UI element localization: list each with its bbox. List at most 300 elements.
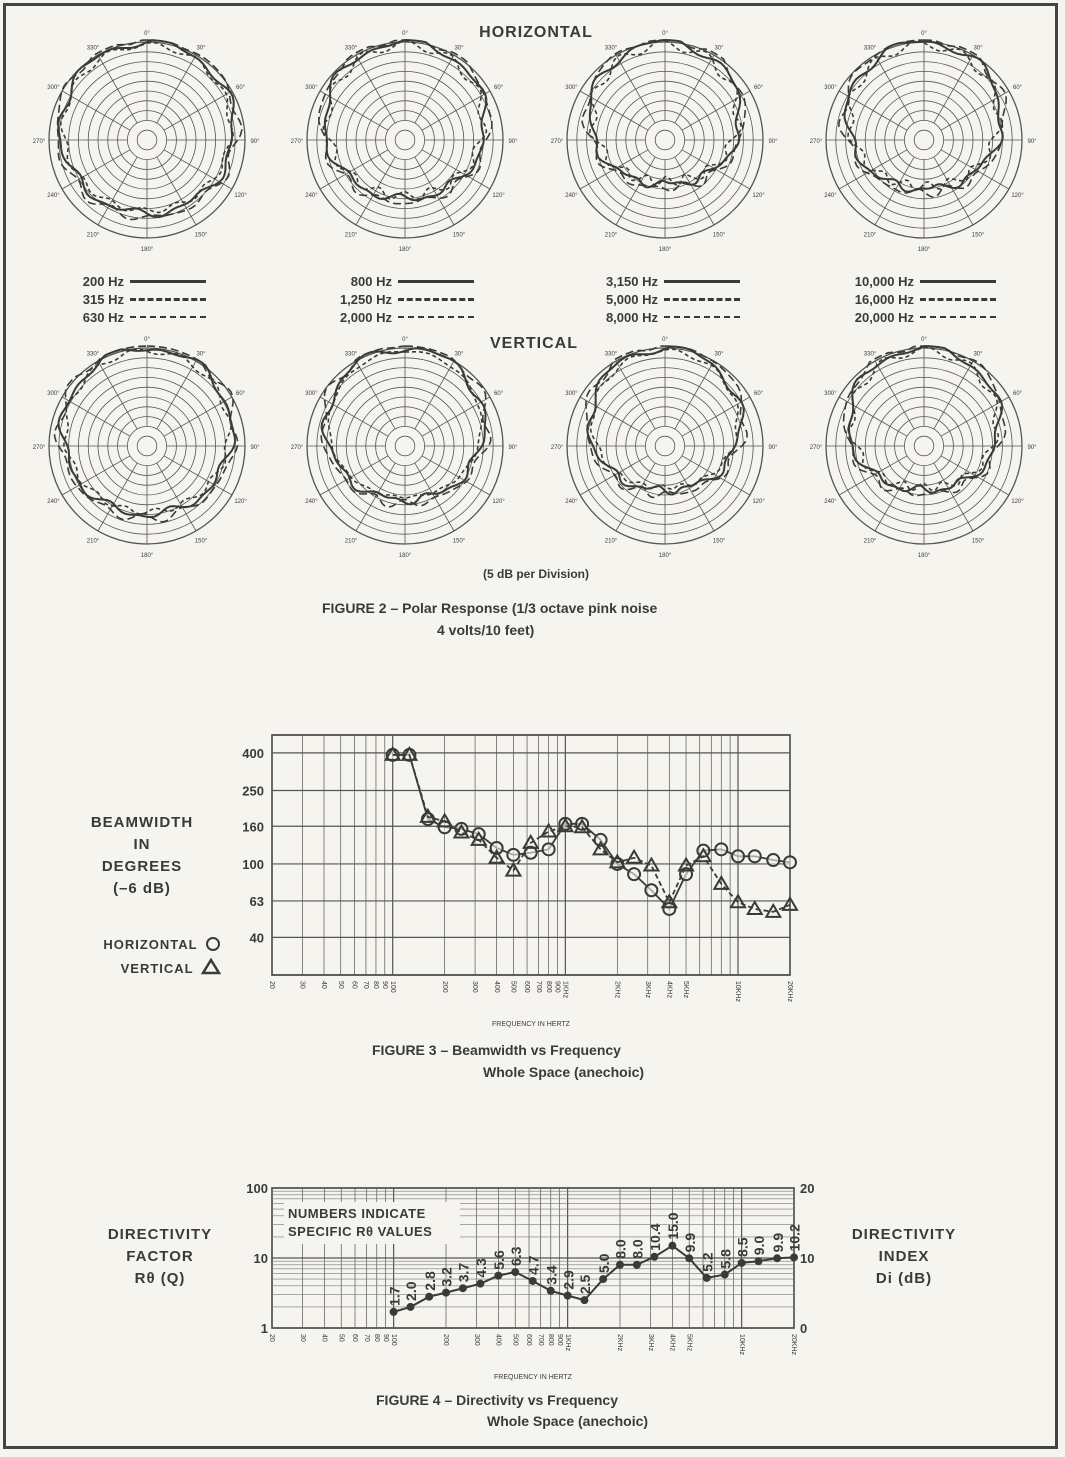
polar-spoke [422, 456, 490, 495]
vertical-label: VERTICAL [490, 335, 578, 352]
directivity-data-point [494, 1272, 502, 1280]
x-tick-label: 500 [509, 981, 517, 993]
legend-frequency-label: 5,000 Hz [605, 291, 658, 307]
polar-angle-label: 330° [604, 45, 618, 52]
directivity-index-title-line: DIRECTIVITY [851, 1226, 957, 1243]
polar-angle-label: 300° [305, 391, 318, 397]
polar-spoke [675, 463, 714, 531]
legend-row [330, 272, 474, 290]
polar-angle-label: 180° [398, 247, 412, 253]
data-label: 10.4 [647, 1223, 664, 1251]
x-tick-label: 5KHz [685, 1334, 693, 1352]
polar-angle-label: 240° [565, 499, 578, 505]
x-tick-label: 20KHz [786, 981, 794, 1003]
x-tick-label: 700 [534, 981, 542, 993]
directivity-factor-title-line: Rθ (Q) [134, 1270, 186, 1287]
x-tick-label: 4KHz [665, 981, 673, 999]
directivity-data-point [425, 1293, 433, 1301]
polar-angle-label: 150° [194, 232, 208, 239]
legend-frequency-label: 10,000 Hz [854, 273, 914, 289]
polar-angle-label: 180° [140, 553, 154, 559]
polar-angle-label: 90° [1027, 139, 1037, 145]
polar-angle-label: 90° [250, 445, 260, 451]
legend-row [596, 290, 740, 308]
polar-angle-label: 90° [250, 139, 260, 145]
x-tick-label: 10KHz [734, 981, 742, 1003]
x-tick-label: 20KHz [790, 1334, 798, 1356]
legend-row [62, 272, 206, 290]
polar-spoke [422, 397, 490, 436]
x-tick-label: 20 [268, 1334, 276, 1342]
y-tick-label: 40 [249, 930, 264, 946]
polar-angle-label: 300° [565, 85, 578, 91]
data-label: 10.2 [786, 1224, 803, 1252]
legend-line-sample [920, 298, 996, 301]
directivity-data-point [529, 1277, 537, 1285]
directivity-data-point [633, 1261, 641, 1269]
figure4-caption-line2: Whole Space (anechoic) [487, 1413, 649, 1429]
annotation-text: SPECIFIC Rθ VALUES [288, 1224, 433, 1239]
legend-row [62, 290, 206, 308]
x-tick-label: 900 [555, 1334, 563, 1346]
directivity-data-point [390, 1308, 398, 1316]
polar-ring [127, 426, 166, 465]
polar-ring [655, 130, 675, 150]
x-tick-label: 800 [546, 1334, 554, 1346]
polar-spoke [934, 361, 973, 429]
data-label: 3.2 [438, 1267, 455, 1287]
beamwidth-axis-title-line: (–6 dB) [113, 880, 171, 897]
polar-angle-label: 0° [921, 31, 927, 37]
polar-spoke [682, 150, 750, 189]
data-label: 8.0 [629, 1239, 646, 1259]
polar-angle-label: 150° [971, 232, 985, 239]
polar-angle-label: 270° [550, 139, 564, 145]
legend-frequency-label: 630 Hz [82, 309, 124, 325]
polar-angle-label: 150° [194, 538, 208, 545]
polar-legend-4 [852, 272, 996, 326]
polar-angle-label: 180° [917, 247, 931, 253]
beamwidth-chart [0, 720, 1065, 1028]
x-grid [268, 735, 793, 1028]
vertical-data-point [627, 851, 641, 863]
polar-ring [655, 436, 675, 456]
polar-angle-label: 180° [398, 553, 412, 559]
x-tick-label: 90 [380, 981, 388, 989]
polar-angle-label: 0° [144, 31, 150, 37]
data-label: 15.0 [665, 1212, 682, 1240]
directivity-data-point [754, 1257, 762, 1265]
polar-angle-label: 30° [454, 45, 464, 52]
polar-ring [914, 436, 934, 456]
directivity-data-point [476, 1280, 484, 1288]
legend-line-sample [130, 280, 206, 283]
polar-angle-label: 90° [1027, 445, 1037, 451]
legend-row [852, 308, 996, 326]
x-tick-label: 90 [381, 1334, 389, 1342]
polar-angle-label: 330° [86, 351, 100, 358]
polar-spoke [356, 361, 395, 429]
polar-spoke [98, 55, 137, 123]
polar-angle-label: 0° [144, 337, 150, 343]
legend-line-sample [130, 298, 206, 301]
x-tick-label: 900 [553, 981, 561, 993]
polar-angle-label: 30° [714, 45, 724, 52]
polar-angle-label: 240° [47, 499, 60, 505]
polar-angle-label: 330° [86, 45, 100, 52]
polar-plot [33, 337, 260, 559]
polar-angle-label: 120° [752, 193, 765, 199]
horizontal-data-point [543, 843, 555, 855]
figure2-caption-line1: FIGURE 2 – Polar Response (1/3 octave pink noise [322, 600, 658, 616]
polar-angle-label: 30° [196, 351, 206, 358]
data-label: 2.5 [577, 1274, 594, 1295]
x-tick-label: 400 [494, 1334, 502, 1346]
x-tick-label: 50 [336, 981, 344, 989]
legend-line-sample [130, 316, 206, 318]
legend-frequency-label: 3,150 Hz [605, 273, 658, 289]
directivity-data-point [459, 1284, 467, 1292]
x-tick-label: 200 [440, 981, 448, 993]
data-label: 1.7 [386, 1286, 403, 1306]
polar-legend-1 [62, 272, 206, 326]
y-tick-label: 63 [249, 893, 264, 909]
polar-spoke [875, 361, 914, 429]
polar-ring [127, 120, 166, 159]
directivity-data-point [599, 1275, 607, 1283]
polar-angle-label: 90° [768, 445, 778, 451]
y-left-tick-label: 10 [253, 1251, 268, 1266]
annotation-text: NUMBERS INDICATE [288, 1206, 426, 1221]
polar-ring [914, 130, 934, 150]
polar-angle-label: 30° [973, 45, 983, 52]
polar-angle-label: 210° [344, 232, 358, 239]
polar-spoke [157, 55, 196, 123]
x-tick-label: 600 [523, 981, 531, 993]
polar-angle-label: 0° [402, 31, 408, 37]
data-label: 9.0 [751, 1235, 768, 1256]
legend-frequency-label: 2,000 Hz [339, 309, 392, 325]
polar-spoke [941, 397, 1009, 436]
data-label: 4.7 [525, 1255, 542, 1275]
beamwidth-axis-title-line: BEAMWIDTH [90, 814, 194, 831]
legend-line-sample [664, 316, 740, 318]
horizontal-data-point [663, 903, 675, 915]
polar-spoke [157, 157, 196, 225]
polar-spoke [839, 150, 907, 189]
polar-angle-label: 120° [234, 499, 247, 505]
polar-angle-label: 270° [290, 445, 304, 451]
legend-line-sample [398, 280, 474, 283]
polar-angle-label: 180° [658, 247, 672, 253]
polar-spoke [415, 361, 454, 429]
polar-angle-label: 0° [921, 337, 927, 343]
directivity-data-point [703, 1274, 711, 1282]
data-label: 9.9 [681, 1232, 698, 1253]
polar-spoke [675, 55, 714, 123]
directivity-data-point [406, 1303, 414, 1311]
polar-angle-label: 240° [824, 499, 837, 505]
polar-spoke [675, 361, 714, 429]
data-label: 2.9 [560, 1270, 577, 1290]
polar-angle-label: 300° [47, 391, 60, 397]
directivity-data-point [511, 1268, 519, 1276]
polar-plot [551, 337, 778, 559]
polar-ring [395, 130, 415, 150]
polar-spoke [157, 463, 196, 531]
polar-angle-label: 30° [196, 45, 206, 52]
data-label: 4.3 [473, 1258, 490, 1278]
y-tick-label: 100 [242, 856, 264, 872]
data-label: 2.8 [421, 1271, 438, 1291]
directivity-factor-title-line: DIRECTIVITY [107, 1226, 213, 1243]
polar-angle-label: 330° [344, 45, 358, 52]
x-tick-label: 20 [268, 981, 276, 989]
directivity-data-point [564, 1292, 572, 1300]
directivity-data-point [616, 1261, 624, 1269]
polar-spoke [415, 157, 454, 225]
legend-frequency-label: 315 Hz [82, 291, 124, 307]
directivity-index-title-line: Di (dB) [875, 1270, 933, 1287]
polar-angle-label: 210° [604, 538, 618, 545]
polar-spoke [164, 91, 232, 130]
legend-frequency-label: 200 Hz [82, 273, 124, 289]
polar-angle-label: 270° [809, 445, 823, 451]
polar-angle-label: 180° [917, 553, 931, 559]
polar-ring [385, 120, 424, 159]
directivity-data-point [547, 1287, 555, 1295]
polar-spoke [580, 456, 648, 495]
data-label: 5.6 [491, 1250, 508, 1270]
polar-ring [395, 436, 415, 456]
figure3-caption-line2: Whole Space (anechoic) [483, 1064, 645, 1080]
x-tick-label: 3KHz [646, 1334, 654, 1352]
x-tick-label: 5KHz [682, 981, 690, 999]
legend-row [596, 272, 740, 290]
y-tick-label: 250 [242, 783, 264, 799]
x-tick-label: 300 [471, 981, 479, 993]
polar-angle-label: 120° [234, 193, 247, 199]
data-label: 3.4 [543, 1265, 560, 1285]
polar-angle-label: 150° [452, 538, 466, 545]
legend-frequency-label: 800 Hz [350, 273, 392, 289]
data-label: 5.2 [699, 1252, 716, 1272]
polar-angle-label: 120° [1011, 499, 1024, 505]
x-tick-label: 60 [350, 981, 358, 989]
polar-angle-label: 270° [809, 139, 823, 145]
polar-angle-label: 330° [863, 351, 877, 358]
polar-spoke [164, 397, 232, 436]
y-right-tick-label: 20 [800, 1181, 815, 1196]
polar-angle-label: 270° [290, 139, 304, 145]
polar-spoke [415, 55, 454, 123]
polar-spoke [616, 55, 655, 123]
x-tick-label: 100 [389, 1334, 397, 1346]
polar-angle-label: 150° [712, 538, 726, 545]
polar-angle-label: 330° [344, 351, 358, 358]
y-left-tick-label: 1 [260, 1321, 268, 1336]
polar-angle-label: 300° [47, 85, 60, 91]
polar-angle-label: 0° [662, 31, 668, 37]
x-tick-label: 40 [320, 981, 328, 989]
polar-spoke [62, 91, 130, 130]
x-tick-label: 700 [536, 1334, 544, 1346]
polar-angle-label: 60° [493, 85, 504, 91]
polar-spoke [422, 91, 490, 130]
x-tick-label: 3KHz [643, 981, 651, 999]
polar-angle-label: 210° [863, 232, 877, 239]
polar-spoke [934, 55, 973, 123]
polar-angle-label: 240° [47, 193, 60, 199]
x-axis-label: FREQUENCY IN HERTZ [492, 1021, 570, 1028]
x-tick-label: 70 [362, 1334, 370, 1342]
horizontal-data-point [732, 850, 744, 862]
polar-ring [645, 120, 684, 159]
horizontal-data-point [628, 868, 640, 880]
polar-angle-label: 30° [973, 351, 983, 358]
x-tick-label: 30 [298, 1334, 306, 1342]
polar-ring [904, 426, 943, 465]
x-tick-label: 30 [298, 981, 306, 989]
polar-spoke [98, 361, 137, 429]
polar-legend-3 [596, 272, 740, 326]
legend-line-sample [398, 298, 474, 301]
polar-spoke [62, 456, 130, 495]
polar-ring [904, 120, 943, 159]
polar-spoke [934, 157, 973, 225]
polar-angle-label: 300° [565, 391, 578, 397]
polar-spoke [356, 55, 395, 123]
legend-row [596, 308, 740, 326]
polar-angle-label: 60° [753, 85, 764, 91]
legend-line-sample [920, 280, 996, 283]
polar-angle-label: 0° [662, 337, 668, 343]
polar-legend-2 [330, 272, 474, 326]
polar-spoke [356, 157, 395, 225]
polar-spoke [941, 150, 1009, 189]
polar-angle-label: 210° [863, 538, 877, 545]
polar-angle-label: 150° [712, 232, 726, 239]
polar-angle-label: 210° [344, 538, 358, 545]
directivity-data-point [668, 1242, 676, 1250]
x-tick-label: 4KHz [668, 1334, 676, 1352]
polar-angle-label: 240° [565, 193, 578, 199]
directivity-data-point [650, 1253, 658, 1261]
polar-angle-label: 270° [32, 139, 46, 145]
legend-frequency-label: 20,000 Hz [854, 309, 914, 325]
horizontal-data-point [715, 843, 727, 855]
data-label: 6.3 [507, 1246, 524, 1267]
beamwidth-axis-title-line: IN [133, 836, 151, 853]
data-label: 2.0 [403, 1281, 420, 1301]
data-label: 5.8 [717, 1249, 734, 1269]
legend-horizontal-label: HORIZONTAL [103, 937, 198, 952]
polar-ring [645, 426, 684, 465]
horizontal-data-point [422, 813, 434, 825]
legend-row [852, 290, 996, 308]
polar-response-curve [587, 347, 744, 495]
y-tick-label: 160 [242, 819, 264, 835]
legend-row [330, 308, 474, 326]
x-tick-label: 60 [351, 1334, 359, 1342]
polar-angle-label: 120° [492, 193, 505, 199]
directivity-data-point [738, 1259, 746, 1267]
polar-angle-label: 270° [32, 445, 46, 451]
vertical-data-point [644, 859, 658, 871]
x-tick-label: 40 [320, 1334, 328, 1342]
polar-plot [33, 31, 260, 253]
horizontal-label: HORIZONTAL [479, 24, 593, 41]
x-tick-label: 10KHz [737, 1334, 745, 1356]
data-label: 3.7 [455, 1262, 472, 1283]
polar-spoke [62, 397, 130, 436]
polar-angle-label: 240° [305, 193, 318, 199]
x-tick-label: 80 [372, 981, 380, 989]
polar-angle-label: 120° [492, 499, 505, 505]
polar-angle-label: 120° [1011, 193, 1024, 199]
polar-angle-label: 90° [508, 445, 518, 451]
y-tick-label: 400 [242, 745, 264, 761]
polar-spoke [157, 361, 196, 429]
polar-angle-label: 180° [140, 247, 154, 253]
polar-angle-label: 60° [1012, 391, 1023, 397]
x-tick-label: 50 [337, 1334, 345, 1342]
polar-angle-label: 0° [402, 337, 408, 343]
polar-angle-label: 60° [1012, 85, 1023, 91]
horizontal-data-point [767, 854, 779, 866]
data-label: 5.0 [595, 1253, 612, 1274]
y-right-tick-label: 0 [800, 1321, 808, 1336]
legend-frequency-label: 1,250 Hz [339, 291, 392, 307]
x-tick-label: 600 [525, 1334, 533, 1346]
polar-angle-label: 300° [305, 85, 318, 91]
directivity-data-point [685, 1254, 693, 1262]
polar-ring [137, 130, 157, 150]
polar-spoke [616, 463, 655, 531]
legend-vertical-label: VERTICAL [120, 961, 194, 976]
x-tick-label: 800 [544, 981, 552, 993]
polar-spoke [98, 463, 137, 531]
polar-plot [291, 31, 518, 253]
directivity-chart [0, 1175, 1065, 1385]
division-note: (5 dB per Division) [482, 567, 590, 581]
polar-angle-label: 150° [971, 538, 985, 545]
legend-frequency-label: 8,000 Hz [605, 309, 658, 325]
x-tick-label: 500 [511, 1334, 519, 1346]
x-tick-label: 2KHz [613, 981, 621, 999]
x-tick-label: 1KHz [563, 1334, 571, 1352]
polar-angle-label: 60° [235, 85, 246, 91]
polar-spoke [98, 157, 137, 225]
legend-line-sample [664, 298, 740, 301]
polar-angle-label: 90° [508, 139, 518, 145]
polar-angle-label: 330° [863, 45, 877, 52]
polar-angle-label: 300° [824, 391, 837, 397]
vertical-data-point [748, 902, 762, 914]
polar-angle-label: 210° [604, 232, 618, 239]
directivity-data-point [773, 1254, 781, 1262]
polar-plot [810, 337, 1037, 559]
data-label: 8.0 [612, 1239, 629, 1259]
figure3-caption-line1: FIGURE 3 – Beamwidth vs Frequency [372, 1042, 621, 1058]
directivity-data-point [580, 1296, 588, 1304]
polar-plot [551, 31, 778, 253]
legend-row [852, 272, 996, 290]
polar-angle-label: 240° [305, 499, 318, 505]
data-label: 9.9 [769, 1232, 786, 1253]
polar-plot [291, 337, 518, 559]
polar-spoke [320, 150, 388, 189]
